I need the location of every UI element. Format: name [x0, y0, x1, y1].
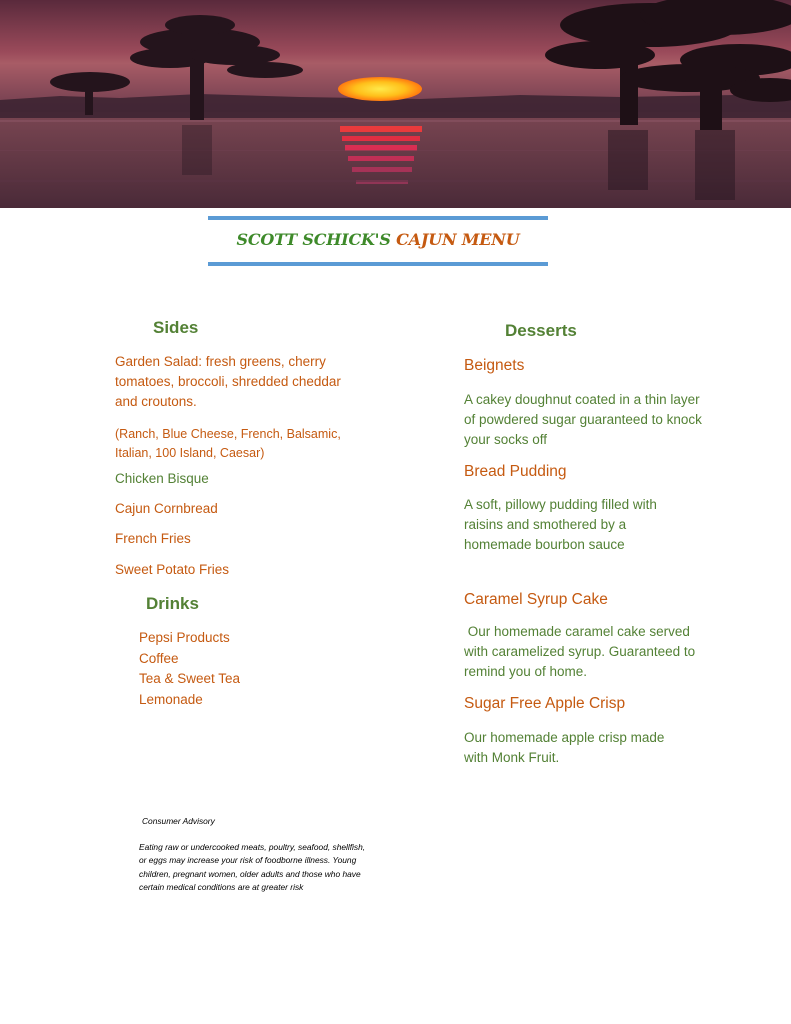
side-item-french-fries: French Fries: [115, 531, 191, 546]
title-top-rule: [208, 216, 548, 220]
dessert-name-caramel-syrup-cake: Caramel Syrup Cake: [464, 591, 608, 608]
advisory-title: Consumer Advisory: [142, 816, 215, 826]
drinks-heading: Drinks: [146, 594, 199, 613]
title-bottom-rule: [208, 262, 548, 266]
consumer-advisory: [139, 815, 374, 895]
side-item-garden-salad: Garden Salad: fresh greens, cherry tomatoes, broccoli, shredded cheddar and croutons.: [115, 354, 341, 409]
dessert-name-bread-pudding: Bread Pudding: [464, 463, 567, 480]
side-item-cajun-cornbread: Cajun Cornbread: [115, 501, 218, 516]
menu-title-banner: [208, 216, 548, 268]
dessert-name-beignets: Beignets: [464, 357, 525, 374]
drink-item: Pepsi Products: [139, 630, 230, 645]
advisory-body: Eating raw or undercooked meats, poultry, seafood, shellfish, or eggs may increase your risk of foodborne illness. Young children, pregnant women, older adults and those who have certain medical conditions are at greater risk: [139, 841, 366, 892]
menu-title: [208, 230, 548, 249]
dessert-desc-sugar-free-apple-crisp: Our homemade apple crisp made with Monk Fruit.: [464, 730, 665, 765]
salad-dressing-options: (Ranch, Blue Cheese, French, Balsamic, Italian, 100 Island, Caesar): [115, 427, 341, 460]
dessert-desc-beignets: A cakey doughnut coated in a thin layer of powdered sugar guaranteed to knock your socks off: [464, 392, 702, 447]
dessert-name-sugar-free-apple-crisp: Sugar Free Apple Crisp: [464, 695, 626, 712]
menu-title-name: SCOTT SCHICK'S: [236, 230, 397, 249]
dessert-desc-bread-pudding: A soft, pillowy pudding filled with raisins and smothered by a homemade bourbon sauce: [464, 497, 657, 552]
header-sunset-photo: [0, 0, 791, 208]
drinks-list: [139, 628, 240, 710]
drink-item: Coffee: [139, 650, 179, 666]
side-item-sweet-potato-fries: Sweet Potato Fries: [115, 562, 230, 577]
drink-item: Tea & Sweet Tea: [139, 671, 241, 686]
side-item-chicken-bisque: Chicken Bisque: [115, 471, 209, 486]
desserts-heading: Desserts: [505, 321, 577, 340]
drink-item: Lemonade: [139, 691, 203, 707]
dessert-desc-caramel-syrup-cake: Our homemade caramel cake served with caramelized syrup. Guaranteed to remind you of home.: [464, 624, 699, 679]
menu-title-cajun: CAJUN MENU: [396, 230, 520, 249]
sides-heading: Sides: [153, 318, 199, 337]
